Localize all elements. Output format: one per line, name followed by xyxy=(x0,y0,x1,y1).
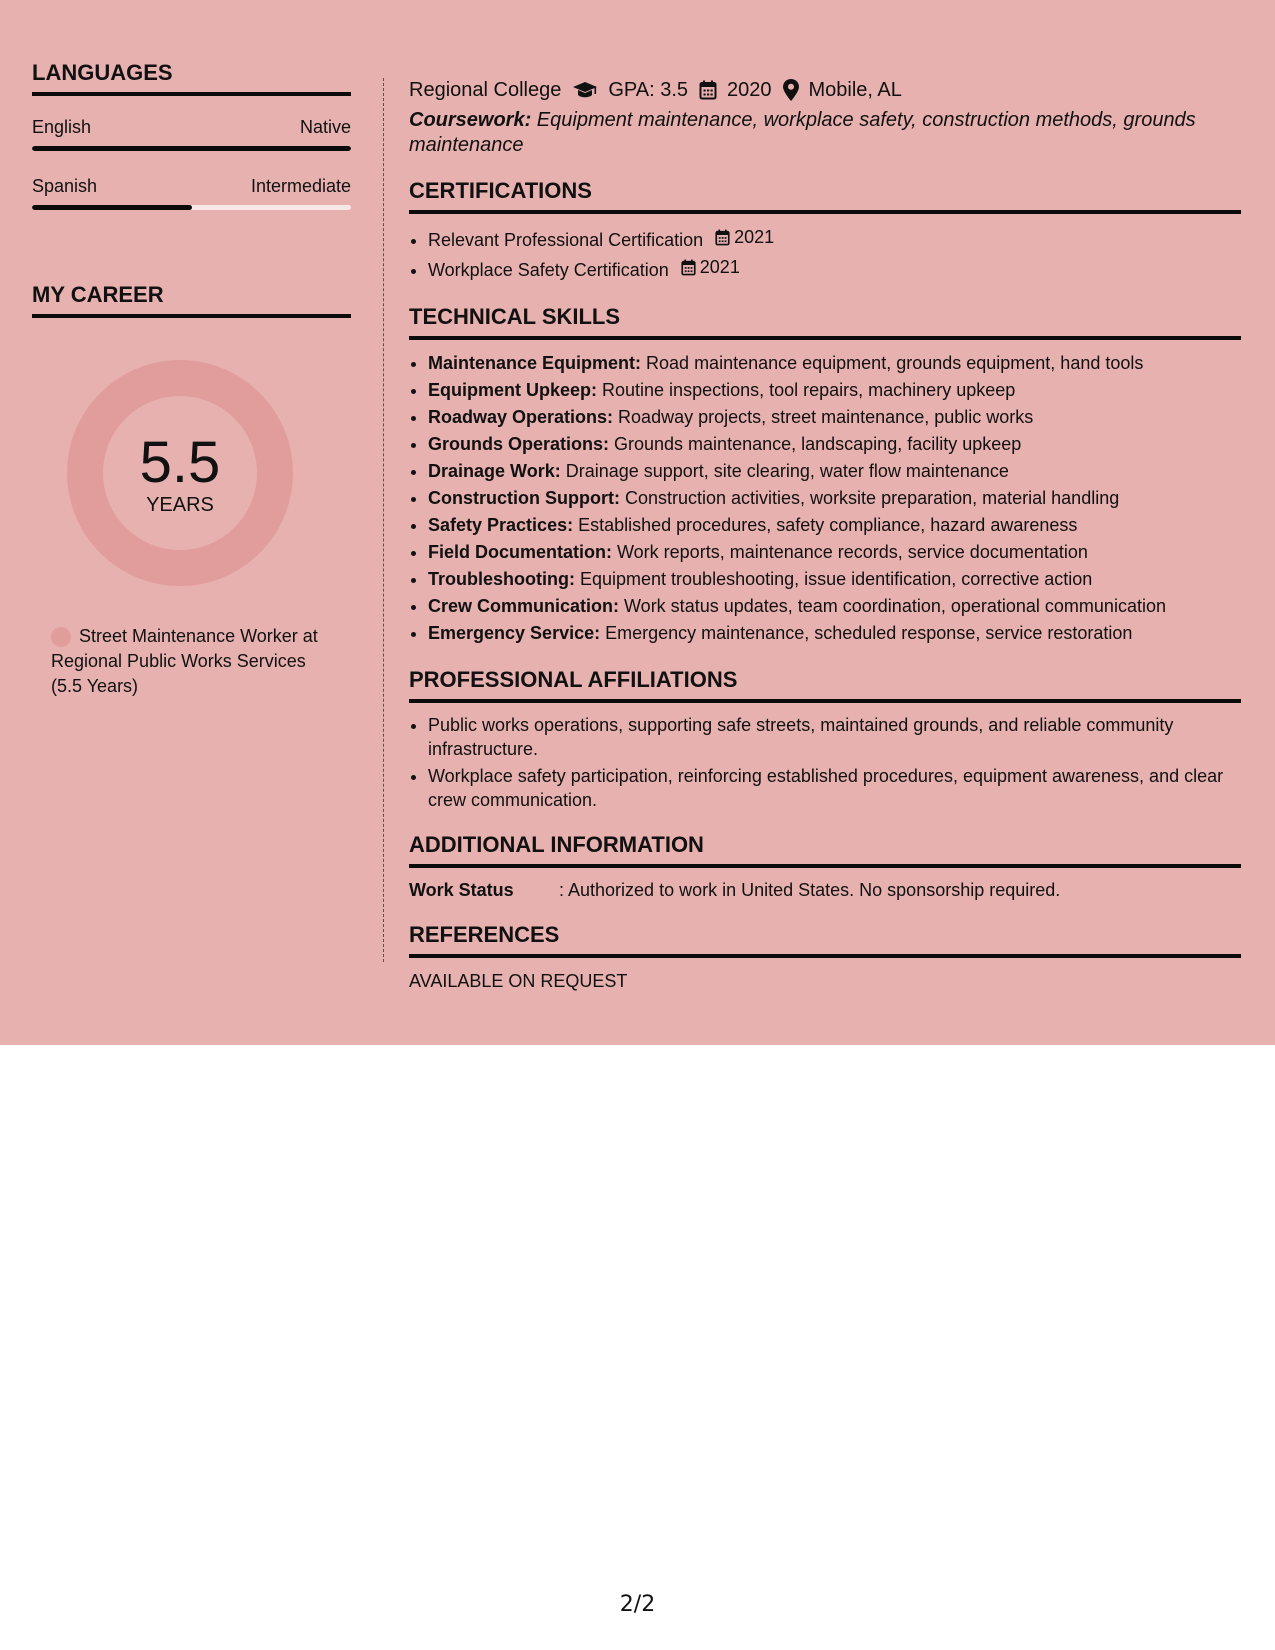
language-name: Spanish xyxy=(32,176,98,196)
language-name: English xyxy=(32,117,92,137)
education-gpa: GPA: 3.5 xyxy=(608,79,688,101)
technical-skills-section xyxy=(409,304,1241,647)
list-item: • Workplace safety participation, reinforcing established procedures, equipment awareness, and clear crew communication. xyxy=(428,764,1241,812)
skill-label: Equipment Upkeep: xyxy=(428,380,598,400)
additional-info-section xyxy=(409,832,1241,902)
skill-text: Emergency maintenance, scheduled response, service restoration xyxy=(600,623,1133,643)
career-dot-icon xyxy=(51,627,71,647)
affiliations-list xyxy=(409,713,1241,812)
career-years-donut xyxy=(67,360,293,586)
skill-text: Drainage support, site clearing, water flow maintenance xyxy=(560,461,1009,481)
technical-skills-list xyxy=(409,350,1241,647)
education-location: Mobile, AL xyxy=(808,79,902,101)
skill-text: Routine inspections, tool repairs, machinery upkeep xyxy=(597,380,1016,400)
certification-year: 2021 xyxy=(734,227,775,247)
certification-name: Workplace Safety Certification xyxy=(428,260,669,280)
skill-label: Field Documentation: xyxy=(428,542,612,562)
skill-label: Construction Support: xyxy=(428,488,620,508)
career-entry-text: Street Maintenance Worker at Regional Public Works Services (5.5 Years) xyxy=(51,626,318,696)
skill-text: Equipment troubleshooting, issue identification, corrective action xyxy=(574,569,1093,589)
certifications-list xyxy=(409,224,1241,284)
language-item xyxy=(32,116,351,151)
skill-label: Troubleshooting: xyxy=(428,569,575,589)
list-item xyxy=(428,593,1241,620)
map-pin-icon xyxy=(783,79,799,101)
skill-text: Grounds maintenance, landscaping, facility upkeep xyxy=(609,434,1022,454)
skill-label: Emergency Service: xyxy=(428,623,601,643)
certifications-heading: CERTIFICATIONS xyxy=(409,178,1241,214)
list-item xyxy=(428,404,1241,431)
languages-heading: LANGUAGES xyxy=(32,60,351,96)
work-status-value: : Authorized to work in United States. No sponsorship required. xyxy=(559,880,1061,900)
calendar-icon xyxy=(699,80,717,100)
references-heading: REFERENCES xyxy=(409,922,1241,958)
skill-text: Work reports, maintenance records, service documentation xyxy=(612,542,1088,562)
list-item xyxy=(428,254,1241,284)
education-line xyxy=(409,78,1241,102)
language-proficiency-fill xyxy=(32,146,351,151)
language-item xyxy=(32,175,351,210)
list-item xyxy=(428,431,1241,458)
affiliations-heading: PROFESSIONAL AFFILIATIONS xyxy=(409,667,1241,703)
skill-label: Drainage Work: xyxy=(428,461,561,481)
skill-label: Crew Communication: xyxy=(428,596,620,616)
skill-text: Established procedures, safety compliance, hazard awareness xyxy=(573,515,1078,535)
references-section xyxy=(409,922,1241,993)
list-item xyxy=(428,539,1241,566)
list-item xyxy=(428,458,1241,485)
career-years-unit: YEARS xyxy=(146,494,214,516)
calendar-icon xyxy=(681,259,696,276)
technical-skills-heading: TECHNICAL SKILLS xyxy=(409,304,1241,340)
language-level: Intermediate xyxy=(250,176,351,196)
references-text: AVAILABLE ON REQUEST xyxy=(409,971,628,991)
career-entry xyxy=(51,624,321,699)
work-status-row xyxy=(409,878,1241,902)
affiliations-section xyxy=(409,667,1241,812)
education-coursework xyxy=(409,108,1241,158)
certification-year: 2021 xyxy=(699,257,740,277)
list-item xyxy=(428,620,1241,647)
list-item xyxy=(428,224,1241,254)
additional-info-heading: ADDITIONAL INFORMATION xyxy=(409,832,1241,868)
language-level: Native xyxy=(299,117,351,137)
skill-text: Road maintenance equipment, grounds equipment, hand tools xyxy=(641,353,1144,373)
language-proficiency-bar xyxy=(32,146,351,151)
skill-text: Work status updates, team coordination, operational communication xyxy=(619,596,1166,616)
column-divider xyxy=(383,78,384,962)
graduation-cap-icon xyxy=(572,80,598,100)
skill-text: Roadway projects, street maintenance, public works xyxy=(613,407,1034,427)
education-year: 2020 xyxy=(727,79,772,101)
list-item xyxy=(428,566,1241,593)
work-status-label: Work Status xyxy=(409,880,514,900)
list-item xyxy=(428,512,1241,539)
coursework-label: Coursework: xyxy=(409,109,532,131)
list-item xyxy=(428,350,1241,377)
left-column xyxy=(32,60,351,699)
list-item: • Public works operations, supporting safe streets, maintained grounds, and reliable community infrastructure. xyxy=(428,713,1241,761)
calendar-icon xyxy=(715,229,730,246)
career-years-value: 5.5 xyxy=(139,430,221,495)
education-school: Regional College xyxy=(409,79,562,101)
skill-label: Maintenance Equipment: xyxy=(428,353,642,373)
career-heading: MY CAREER xyxy=(32,282,351,318)
skill-label: Safety Practices: xyxy=(428,515,574,535)
language-proficiency-fill xyxy=(32,205,192,210)
page-number: 2/2 xyxy=(619,1592,656,1617)
list-item xyxy=(428,485,1241,512)
skill-label: Roadway Operations: xyxy=(428,407,614,427)
coursework-text: Equipment maintenance, workplace safety, construction methods, grounds maintenance xyxy=(409,109,1196,156)
certification-name: Relevant Professional Certification xyxy=(428,230,704,250)
skill-text: Construction activities, worksite preparation, material handling xyxy=(619,488,1120,508)
skill-label: Grounds Operations: xyxy=(428,434,610,454)
certifications-section xyxy=(409,178,1241,284)
right-column xyxy=(409,78,1241,993)
language-proficiency-bar xyxy=(32,205,351,210)
list-item xyxy=(428,377,1241,404)
